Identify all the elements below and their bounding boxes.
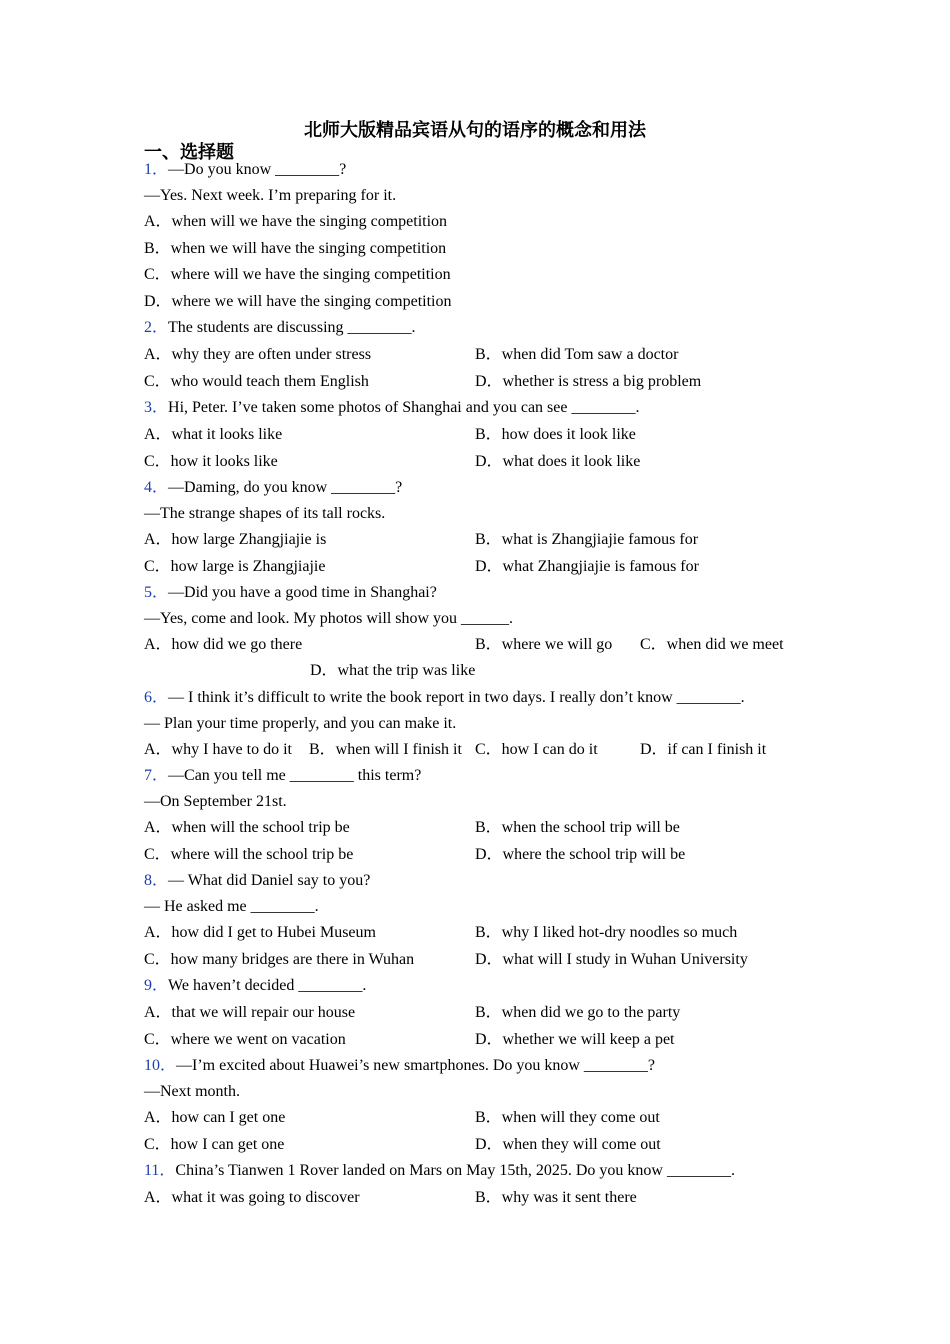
question-4-line: —The strange shapes of its tall rocks. [144,505,386,522]
question-6-stem: 6．— I think it’s difficult to write the book report in two days. I really don’t know ________. [144,689,745,706]
option-c[interactable]: C．how many bridges are there in Wuhan [144,951,415,968]
question-number: 10． [144,1057,177,1074]
question-4-stem: 4．—Daming, do you know ________? [144,479,403,496]
option-a[interactable]: A．what it looks like [144,426,283,443]
option-c[interactable]: C．how large is Zhangjiajie [144,558,326,575]
question-2-stem: 2．The students are discussing ________. [144,319,416,336]
option-d[interactable]: D．what the trip was like [310,662,476,679]
option-d[interactable]: D．what will I study in Wuhan University [475,951,748,968]
question-5-line: —Yes, come and look. My photos will show you ______. [144,610,514,627]
question-number: 8． [144,872,169,889]
option-c[interactable]: C．where will we have the singing competition [144,266,451,283]
question-number: 11． [144,1162,176,1179]
question-10-stem: 10．—I’m excited about Huawei’s new smartphones. Do you know ________? [144,1057,656,1074]
option-a[interactable]: A．why they are often under stress [144,346,372,363]
question-9-stem: 9．We haven’t decided ________. [144,977,367,994]
option-b[interactable]: B．where we will go [475,636,613,653]
question-1-stem: 1．—Do you know ________? [144,161,347,178]
option-a[interactable]: A．when will we have the singing competition [144,213,448,230]
option-b[interactable]: B．why was it sent there [475,1189,637,1206]
option-c[interactable]: C．when did we meet [640,636,784,653]
question-8-stem: 8．— What did Daniel say to you? [144,872,371,889]
option-d[interactable]: D．if can I finish it [640,741,767,758]
option-a[interactable]: A．how did we go there [144,636,303,653]
option-d[interactable]: D．when they will come out [475,1136,661,1153]
question-7-stem: 7．—Can you tell me ________ this term? [144,767,422,784]
option-b[interactable]: B．what is Zhangjiajie famous for [475,531,699,548]
question-number: 9． [144,977,169,994]
question-8-line: — He asked me ________. [144,898,319,915]
page-title: 北师大版精品宾语从句的语序的概念和用法 [304,120,646,141]
question-7-line: —On September 21st. [144,793,287,810]
option-c[interactable]: C．how I can get one [144,1136,285,1153]
option-b[interactable]: B．when the school trip will be [475,819,680,836]
question-10-line: —Next month. [144,1083,240,1100]
question-number: 2． [144,319,169,336]
option-c[interactable]: C．who would teach them English [144,373,369,390]
option-a[interactable]: A．how did I get to Hubei Museum [144,924,376,941]
question-number: 1． [144,161,169,178]
option-d[interactable]: D．where the school trip will be [475,846,686,863]
option-b[interactable]: B．when we will have the singing competition [144,240,447,257]
question-11-stem: 11．China’s Tianwen 1 Rover landed on Mars on May 15th, 2025. Do you know ________. [144,1162,735,1179]
question-number: 3． [144,399,169,416]
section-heading: 一、选择题 [144,142,234,163]
option-c[interactable]: C．where will the school trip be [144,846,354,863]
option-a[interactable]: A．that we will repair our house [144,1004,356,1021]
option-d[interactable]: D．whether we will keep a pet [475,1031,675,1048]
option-a[interactable]: A．how large Zhangjiajie is [144,531,327,548]
option-a[interactable]: A．what it was going to discover [144,1189,360,1206]
option-b[interactable]: B．when will I finish it [309,741,462,758]
question-number: 4． [144,479,169,496]
option-a[interactable]: A．how can I get one [144,1109,286,1126]
option-c[interactable]: C．how I can do it [475,741,598,758]
option-a[interactable]: A．why I have to do it [144,741,292,758]
option-b[interactable]: B．why I liked hot-dry noodles so much [475,924,738,941]
question-3-stem: 3．Hi, Peter. I’ve taken some photos of Shanghai and you can see ________. [144,399,640,416]
option-d[interactable]: D．what does it look like [475,453,641,470]
option-a[interactable]: A．when will the school trip be [144,819,350,836]
option-d[interactable]: D．what Zhangjiajie is famous for [475,558,699,575]
option-b[interactable]: B．when will they come out [475,1109,660,1126]
question-6-line: — Plan your time properly, and you can make it. [144,715,457,732]
question-1-line: —Yes. Next week. I’m preparing for it. [144,187,397,204]
option-b[interactable]: B．when did we go to the party [475,1004,681,1021]
option-c[interactable]: C．where we went on vacation [144,1031,346,1048]
option-d[interactable]: D．where we will have the singing competition [144,293,452,310]
question-number: 6． [144,689,169,706]
option-b[interactable]: B．how does it look like [475,426,636,443]
option-b[interactable]: B．when did Tom saw a doctor [475,346,679,363]
option-d[interactable]: D．whether is stress a big problem [475,373,702,390]
question-number: 5． [144,584,169,601]
question-number: 7． [144,767,169,784]
option-c[interactable]: C．how it looks like [144,453,278,470]
question-5-stem: 5．—Did you have a good time in Shanghai? [144,584,437,601]
